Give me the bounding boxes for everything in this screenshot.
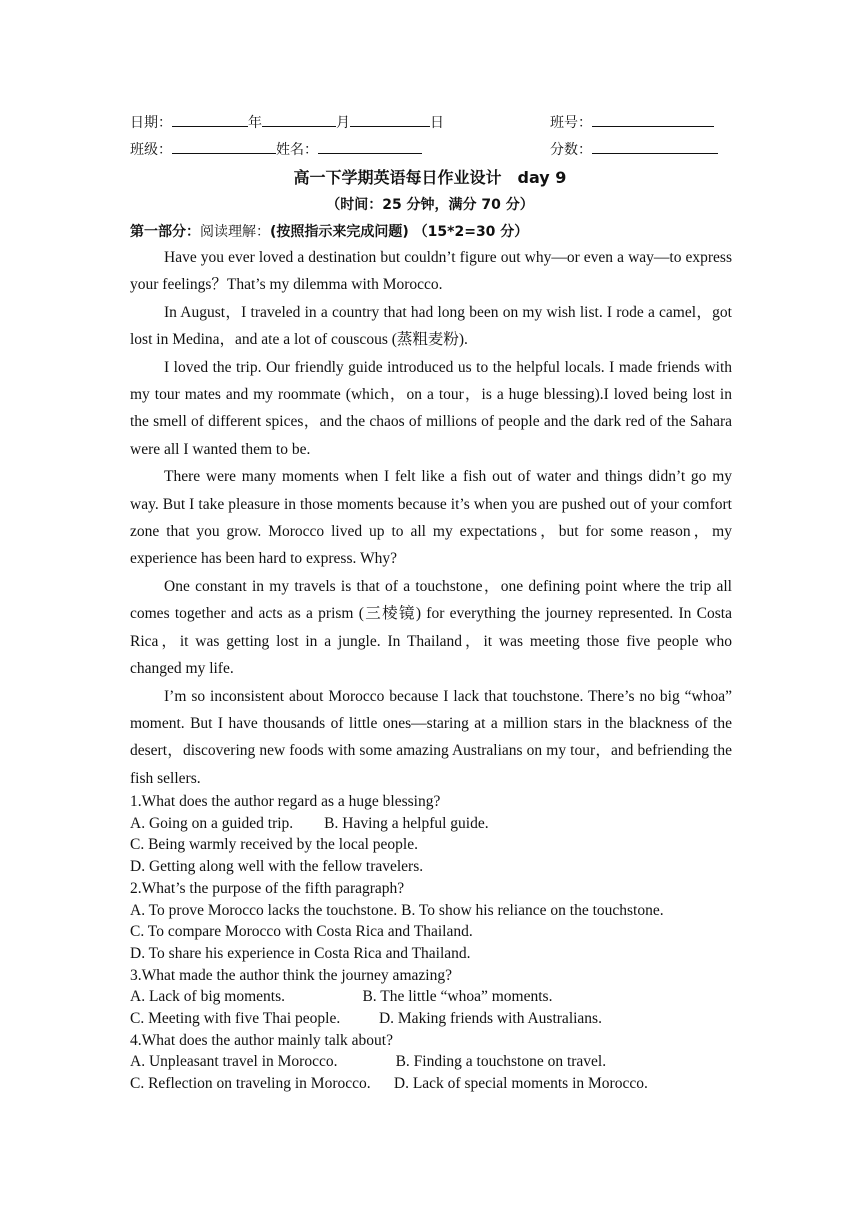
passage-paragraph: There were many moments when I felt like a fish out of water and things didn’t go my way. But I take pleasure in those moments because it’s when you are pushed out of your comfort zone that you grow. Morocco lived up to all my expectations，but for some reason，my experience has been hard to express. Why? xyxy=(130,468,732,568)
question-1-stem: 1.What does the author regard as a huge blessing? xyxy=(130,793,441,810)
question-3-options-cd: C. Meeting with five Thai people. D. Making friends with Australians. xyxy=(130,1010,602,1028)
part-name: 阅读理解： xyxy=(200,224,270,240)
header-row-2 xyxy=(130,139,422,159)
class-no-blank[interactable] xyxy=(592,112,714,127)
passage-paragraph: In August，I traveled in a country that had long been on my wish list. I rode a camel，got lost in Medina，and ate a lot of couscous (蒸粗麦粉). xyxy=(130,303,732,349)
part-label: 第一部分： xyxy=(130,224,200,240)
time-score-subtitle: （时间：25 分钟，满分 70 分） xyxy=(326,197,534,213)
year-label: 年 xyxy=(248,115,262,131)
question-3-options-ab: A. Lack of big moments. B. The little “whoa” moments. xyxy=(130,988,553,1006)
passage-paragraph: One constant in my travels is that of a touchstone，one defining point where the trip all comes together and acts as a prism (三棱镜) for everything the journey represented. In Costa Rica，it was getting lost in a jungle. In Thailand，it was meeting those five people who changed my life. xyxy=(130,577,732,678)
class-no-label: 班号： xyxy=(550,115,592,131)
question-2-option-c: C. To compare Morocco with Costa Rica and Thailand. xyxy=(130,923,473,941)
question-3-stem: 3.What made the author think the journey amazing? xyxy=(130,966,452,984)
day-label: 日 xyxy=(430,115,444,131)
class-blank[interactable] xyxy=(172,139,276,154)
question-4-stem: 4.What does the author mainly talk about? xyxy=(130,1031,393,1049)
passage-paragraph: Have you ever loved a destination but couldn’t figure out why—or even a way—to express your feelings？That’s my dilemma with Morocco. xyxy=(130,249,732,294)
score-blank[interactable] xyxy=(592,139,718,154)
question-list xyxy=(130,791,770,1095)
part-heading xyxy=(130,221,528,241)
name-label: 姓名： xyxy=(276,142,318,158)
score-label: 分数： xyxy=(550,142,592,158)
question-4-options-ab: A. Unpleasant travel in Morocco. B. Finding a touchstone on travel. xyxy=(130,1053,607,1071)
page-title: 高一下学期英语每日作业设计 day 9 xyxy=(293,168,567,187)
question-2-option-d: D. To share his experience in Costa Rica and Thailand. xyxy=(130,944,471,962)
reading-passage xyxy=(130,244,732,792)
question-1-option-c: C. Being warmly received by the local people. xyxy=(130,836,418,854)
header-row-1 xyxy=(130,112,444,132)
score-field xyxy=(550,139,718,159)
question-1-option-d: D. Getting along well with the fellow travelers. xyxy=(130,858,424,876)
part-instruction: (按照指示来完成问题) （15*2=30 分） xyxy=(270,224,529,240)
month-label: 月 xyxy=(336,115,350,131)
month-blank[interactable] xyxy=(262,112,336,127)
question-2-stem: 2.What’s the purpose of the fifth paragraph? xyxy=(130,879,405,897)
day-blank[interactable] xyxy=(350,112,430,127)
class-no-field xyxy=(550,112,714,132)
question-2-options-ab: A. To prove Morocco lacks the touchstone. B. To show his reliance on the touchstone. xyxy=(130,901,664,919)
question-1-options-ab: A. Going on a guided trip. B. Having a helpful guide. xyxy=(130,814,489,832)
passage-paragraph: I’m so inconsistent about Morocco because I lack that touchstone. There’s no big “whoa” moment. But I have thousands of little ones—staring at a million stars in the blackness of the desert，discovering new foods with some amazing Australians on my tour，and befriending the fish sellers. xyxy=(130,687,732,787)
date-label: 日期： xyxy=(130,115,172,131)
year-blank[interactable] xyxy=(172,112,248,127)
class-label: 班级： xyxy=(130,142,172,158)
name-blank[interactable] xyxy=(318,139,422,154)
question-4-options-cd: C. Reflection on traveling in Morocco. D. Lack of special moments in Morocco. xyxy=(130,1075,648,1093)
passage-paragraph: I loved the trip. Our friendly guide introduced us to the helpful locals. I made friends with my tour mates and my roommate (which，on a tour，is a huge blessing).I loved being lost in the smell of different spices，and the chaos of millions of people and the dark red of the Sahara were all I wanted them to be. xyxy=(130,358,732,458)
